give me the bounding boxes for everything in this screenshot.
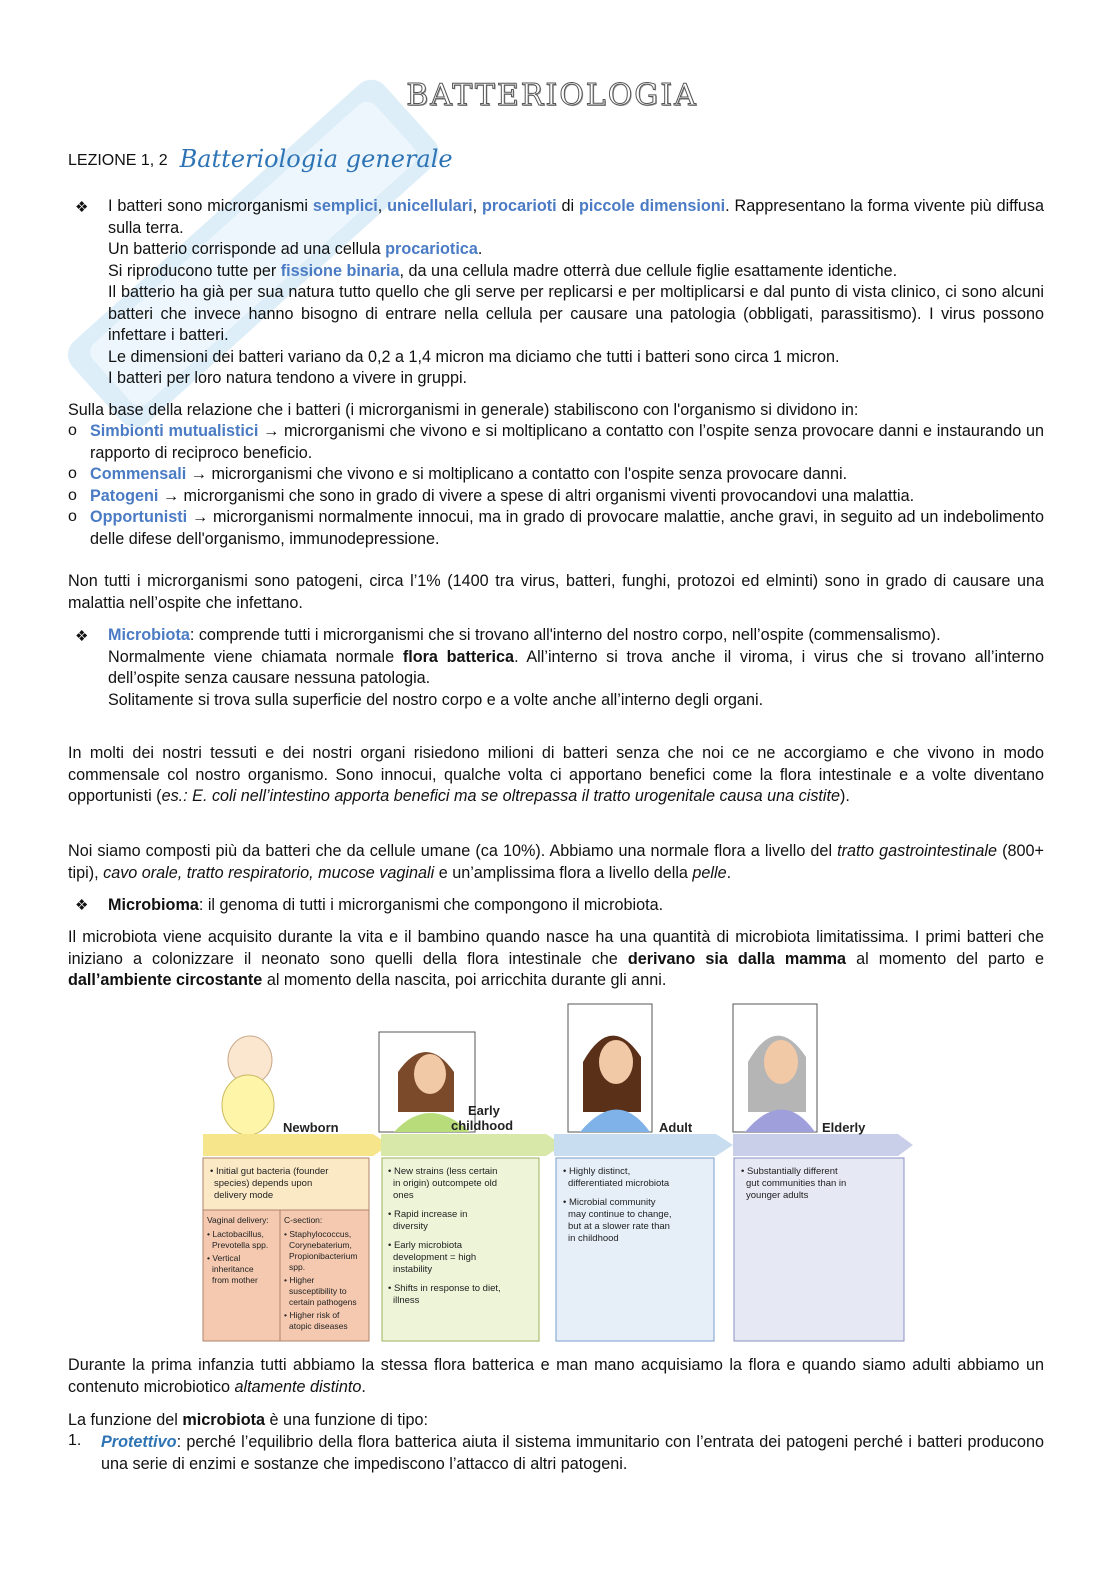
early-childhood-portrait [379, 1032, 475, 1132]
svg-text:younger adults: younger adults [746, 1190, 809, 1201]
microbiota-block: Microbiota: comprende tutti i microrganismi che si trovano all'interno del nostro corpo, nell’ospite (commensalismo). Normalmente viene chiamata normale flora batterica. All’interno si trova anche il viroma, i virus che si trovano all’interno dell’ospite senza causare nessuna patologia. Solitamente si trova sulla superficie del nostro corpo e a volte anche all’interno degli organi. [108, 626, 1044, 709]
svg-text:• Lactobacillus,: • Lactobacillus, [207, 1229, 264, 1239]
stage-label-childhood: childhood [451, 1118, 514, 1133]
intro-block: I batteri sono microrganismi semplici, unicellulari, procarioti di piccole dimensioni. Rappresentano la forma vivente più diffusa sulla terra. Un batterio corrisponde ad una cellula procariotica. Si riproducono tutte per fissione binaria, da una cellula madre otterrà due cellule figlie esattamente identiche. Il batterio ha già per sua natura tutto quello che gli serve per replicarsi e per moltiplicarsi e dal punto di vista clinico, ci sono alcuni batteri che invece hanno bisogno di entrare nella cellula per causare una patologia (obbligati, parassitismo). I virus possono infettare i batteri. Le dimensioni dei batteri variano da 0,2 a 1,4 micron ma diciamo che tutti i batteri sono circa 1 micron. I batteri per loro natura tendono a vivere in gruppi. [108, 197, 1044, 387]
svg-text:• Higher: • Higher [284, 1275, 315, 1285]
circle-bullet: o [68, 465, 77, 482]
relation-intro: Sulla base della relazione che i batteri (i microrganismi in generale) stabiliscono con l'organismo si dividono in: [68, 401, 859, 419]
tissues-paragraph: In molti dei nostri tessuti e dei nostri organi risiedono milioni di batteri senza che noi ce ne accorgiamo e che vivono in modo commensale col nostro organismo. Sono innocui, qualche volta ci apportano benefici come la flora intestinale e a volte diventano opportunisti (es.: E. coli nell’intestino apporta benefici ma se oltrepassa il tratto urogenitale causa una cistite). [68, 744, 1044, 805]
svg-text:susceptibility to: susceptibility to [289, 1286, 347, 1296]
svg-text:• Rapid increase in: • Rapid increase in [388, 1209, 468, 1220]
relation-item: Patogeni → microrganismi che sono in grado di vivere a spese di altri organismi viventi provocandovi una malattia. [90, 487, 915, 505]
svg-text:• Shifts in response to diet,: • Shifts in response to diet, [388, 1283, 501, 1294]
svg-text:Prevotella spp.: Prevotella spp. [212, 1240, 269, 1250]
document-title: BATTERIOLOGIA [406, 78, 698, 113]
relation-item: Opportunisti → microrganismi normalmente innocui, ma in grado di provocare malattie, anche gravi, in seguito ad un indebolimento delle difese dell'organismo, immunodepressione. [90, 508, 1045, 548]
stage-label-newborn: Newborn [283, 1120, 339, 1135]
svg-text:atopic diseases: atopic diseases [289, 1321, 348, 1331]
svg-text:• Microbial community: • Microbial community [563, 1197, 656, 1208]
lesson-subtitle: Batteriologia generale [179, 145, 453, 173]
stage-label-early: Early [468, 1103, 500, 1118]
svg-text:• Vertical: • Vertical [207, 1253, 241, 1263]
relation-item: Simbionti mutualistici → microrganismi che vivono e si moltiplicano a contatto con l’ospite senza provocare danni e instaurando un rapporto di reciproco beneficio. [90, 422, 1045, 462]
function-intro: La funzione del microbiota è una funzione di tipo: [68, 1411, 428, 1429]
lesson-label: LEZIONE 1, 2 [68, 152, 168, 169]
svg-text:• Staphylococcus,: • Staphylococcus, [284, 1229, 352, 1239]
pathogens-paragraph: Non tutti i microrganismi sono patogeni, circa l’1% (1400 tra virus, batteri, funghi, protozoi ed elminti) sono in grado di causare una malattia nell’ospite che infettano. [68, 572, 1044, 612]
svg-text:• Substantially different: • Substantially different [741, 1166, 838, 1177]
svg-text:• New strains (less certain: • New strains (less certain [388, 1166, 498, 1177]
stage-label-adult: Adult [659, 1120, 693, 1135]
list-number: 1. [68, 1432, 82, 1449]
svg-text:• Initial gut bacteria (founde: • Initial gut bacteria (founder [210, 1166, 329, 1177]
svg-text:Corynebaterium,: Corynebaterium, [289, 1240, 352, 1250]
elderly-portrait [733, 1004, 817, 1132]
svg-text:gut communities than in: gut communities than in [746, 1178, 847, 1189]
svg-text:certain pathogens: certain pathogens [289, 1297, 357, 1307]
circle-bullet: o [68, 487, 77, 504]
diamond-bullet-icon: ❖ [75, 897, 89, 914]
svg-text:species) depends upon: species) depends upon [214, 1178, 313, 1189]
acquisition-paragraph: Il microbiota viene acquisito durante la vita e il bambino quando nasce ha una quantità di microbiota limitatissima. I primi batteri che iniziano a colonizzare il neonato sono quelli della flora intestinale che derivano sia dalla mamma al momento del parto e dall’ambiente circostante al momento della nascita, poi arricchita durante gli anni. [68, 928, 1044, 989]
microbiota-lifespan-figure [198, 1002, 918, 1347]
microbioma-definition: Microbioma: il genoma di tutti i microrganismi che compongono il microbiota. [108, 896, 664, 914]
circle-bullet: o [68, 508, 77, 525]
svg-text:• Higher risk of: • Higher risk of [284, 1310, 340, 1320]
svg-text:• Early microbiota: • Early microbiota [388, 1240, 463, 1251]
svg-text:may continue to change,: may continue to change, [568, 1209, 672, 1220]
newborn-illustration [222, 1036, 274, 1135]
svg-text:inheritance: inheritance [212, 1264, 254, 1274]
relation-item: Commensali → microrganismi che vivono e si moltiplicano a contatto con l'ospite senza provocare danni. [90, 465, 848, 483]
svg-text:instability: instability [393, 1264, 433, 1275]
svg-text:Vaginal delivery:: Vaginal delivery: [207, 1215, 269, 1225]
svg-text:diversity: diversity [393, 1221, 428, 1232]
svg-text:C-section:: C-section: [284, 1215, 323, 1225]
svg-text:delivery mode: delivery mode [214, 1190, 274, 1201]
composition-paragraph: Noi siamo composti più da batteri che da cellule umane (ca 10%). Abbiamo una normale flora a livello del tratto gastrointestinale (800+ tipi), cavo orale, tratto respiratorio, mucose vaginali e un’amplissima flora a livello della pelle. [68, 842, 1044, 882]
svg-text:in origin) outcompete old: in origin) outcompete old [393, 1178, 498, 1189]
svg-text:illness: illness [393, 1295, 420, 1306]
diamond-bullet-icon: ❖ [75, 628, 89, 645]
svg-text:ones: ones [393, 1190, 414, 1201]
lesson-heading [68, 145, 453, 173]
svg-text:• Highly distinct,: • Highly distinct, [563, 1166, 631, 1177]
svg-text:spp.: spp. [289, 1262, 306, 1272]
svg-text:development = high: development = high [393, 1252, 477, 1263]
diamond-bullet-icon: ❖ [75, 199, 89, 216]
function-item: Protettivo: perché l’equilibrio della flora batterica aiuta il sistema immunitario con l’entrata dei patogeni perché i batteri producono una serie di enzimi e sostanze che impediscono l’attacco di altri patogeni. [101, 1433, 1044, 1473]
svg-text:Propionibacterium: Propionibacterium [289, 1251, 358, 1261]
svg-text:from mother: from mother [212, 1275, 258, 1285]
svg-text:in childhood: in childhood [568, 1233, 619, 1244]
circle-bullet: o [68, 422, 77, 439]
adult-portrait [568, 1004, 652, 1132]
infancy-paragraph: Durante la prima infanzia tutti abbiamo la stessa flora batterica e man mano acquisiamo la flora e quando siamo adulti abbiamo un contenuto microbiotico altamente distinto. [68, 1356, 1044, 1396]
svg-text:but at a slower rate than: but at a slower rate than [568, 1221, 670, 1232]
svg-text:differentiated microbiota: differentiated microbiota [568, 1178, 670, 1189]
stage-label-elderly: Elderly [822, 1120, 866, 1135]
